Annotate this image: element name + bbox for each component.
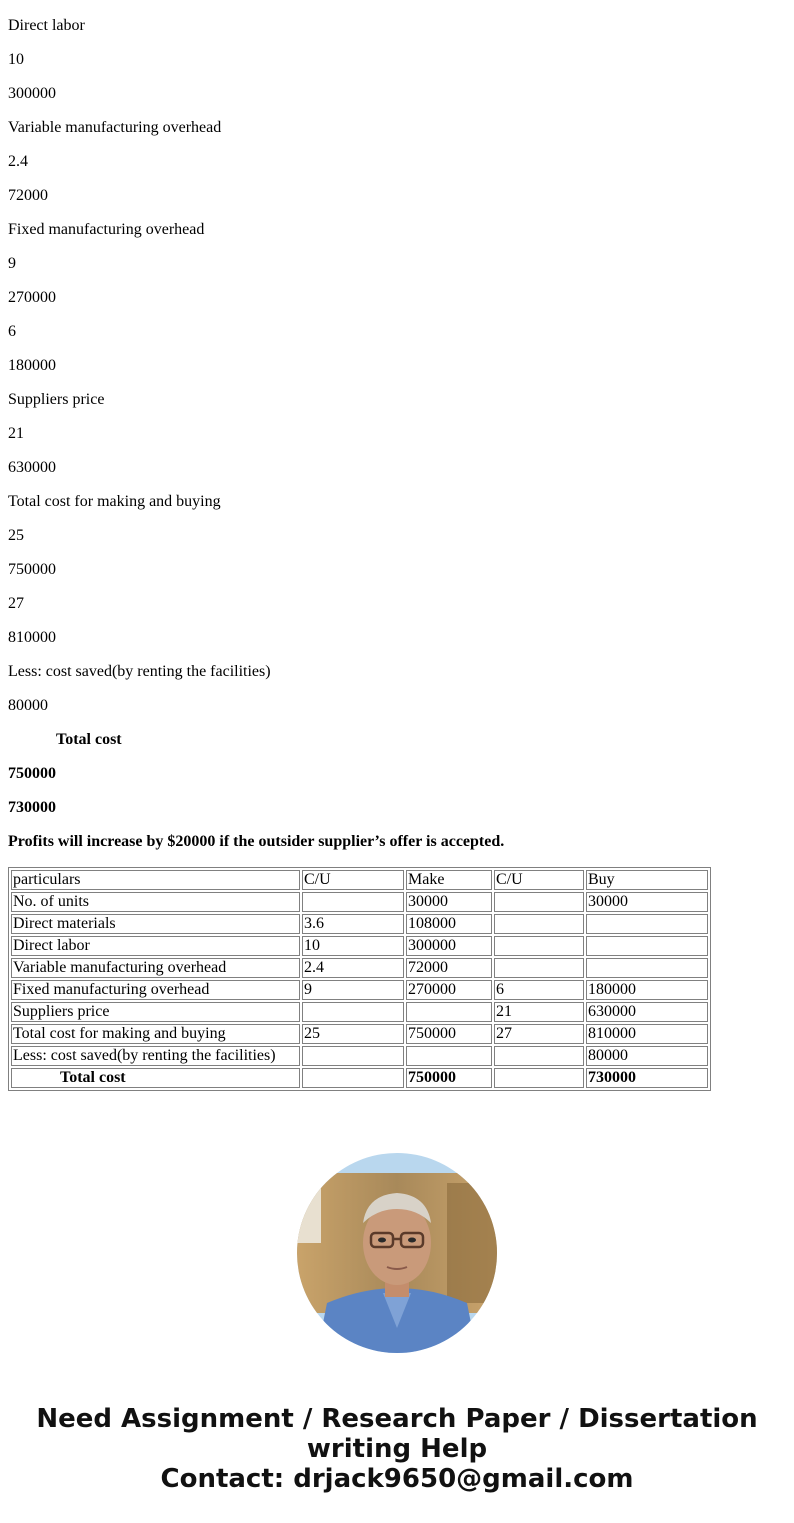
table-cell	[494, 892, 584, 912]
table-cell: 3.6	[302, 914, 404, 934]
table-cell	[494, 914, 584, 934]
table-row	[11, 1068, 708, 1088]
text-line: 180000	[8, 357, 56, 374]
table-row	[11, 958, 708, 978]
avatar	[297, 1153, 497, 1353]
text-line: Variable manufacturing overhead	[8, 119, 222, 136]
table-header-row	[11, 870, 708, 890]
text-line: 21	[8, 425, 24, 442]
text-line: Less: cost saved(by renting the facilities)	[8, 663, 271, 680]
table-cell: Total cost	[11, 1068, 300, 1088]
table-cell: 10	[302, 936, 404, 956]
text-line: 27	[8, 595, 24, 612]
table-cell	[586, 914, 708, 934]
table-row	[11, 1046, 708, 1066]
text-line: 630000	[8, 459, 56, 476]
table-cell: 6	[494, 980, 584, 1000]
banner-headline: Need Assignment / Research Paper / Dissertation writing Help	[36, 1404, 758, 1464]
table-cell: 270000	[406, 980, 492, 1000]
text-line: 6	[8, 323, 16, 340]
text-line: Direct labor	[8, 17, 85, 34]
table-row	[11, 914, 708, 934]
text-line	[8, 0, 778, 1]
table-cell: 108000	[406, 914, 492, 934]
table-cell: Suppliers price	[11, 1002, 300, 1022]
table-cell	[302, 1068, 404, 1088]
text-line: 10	[8, 51, 24, 68]
column-header: particulars	[11, 870, 300, 890]
text-line: 72000	[8, 187, 48, 204]
table-cell	[302, 1046, 404, 1066]
text-line: 25	[8, 527, 24, 544]
document-body	[8, 0, 778, 1091]
table-cell: 630000	[586, 1002, 708, 1022]
text-line: 730000	[8, 799, 56, 816]
text-line: 750000	[8, 765, 56, 782]
column-header: Make	[406, 870, 492, 890]
table-cell: 9	[302, 980, 404, 1000]
table-cell: Total cost for making and buying	[11, 1024, 300, 1044]
text-line: Fixed manufacturing overhead	[8, 221, 205, 238]
table-cell: No. of units	[11, 892, 300, 912]
table-cell: 21	[494, 1002, 584, 1022]
text-line: Total cost for making and buying	[8, 493, 221, 510]
cost-comparison-table	[8, 867, 711, 1091]
table-cell: 27	[494, 1024, 584, 1044]
portrait-photo-icon	[297, 1153, 497, 1353]
table-cell: 25	[302, 1024, 404, 1044]
table-row	[11, 980, 708, 1000]
table-cell	[494, 958, 584, 978]
table-cell: 750000	[406, 1024, 492, 1044]
table-row	[11, 1024, 708, 1044]
table-cell: 2.4	[302, 958, 404, 978]
column-header: Buy	[586, 870, 708, 890]
text-line: 810000	[8, 629, 56, 646]
text-line: 270000	[8, 289, 56, 306]
table-cell: 72000	[406, 958, 492, 978]
column-header: C/U	[302, 870, 404, 890]
table-cell	[586, 936, 708, 956]
table-row	[11, 1002, 708, 1022]
table-cell	[586, 958, 708, 978]
table-cell	[302, 892, 404, 912]
table-cell	[494, 1046, 584, 1066]
table-cell: 300000	[406, 936, 492, 956]
table-cell: 750000	[406, 1068, 492, 1088]
text-line: 2.4	[8, 153, 28, 170]
text-line: 300000	[8, 85, 56, 102]
contact-banner	[0, 1404, 794, 1494]
table-cell: Fixed manufacturing overhead	[11, 980, 300, 1000]
text-line: Total cost	[56, 731, 122, 748]
table-cell: 180000	[586, 980, 708, 1000]
text-line: 750000	[8, 561, 56, 578]
table-cell: Direct materials	[11, 914, 300, 934]
table-cell: Less: cost saved(by renting the facilities)	[11, 1046, 300, 1066]
table-cell	[406, 1046, 492, 1066]
text-lines	[8, 0, 778, 851]
table-cell	[302, 1002, 404, 1022]
table-cell	[494, 936, 584, 956]
text-line: 80000	[8, 697, 48, 714]
text-line: Suppliers price	[8, 391, 105, 408]
banner-contact: Contact: drjack9650@gmail.com	[160, 1464, 634, 1494]
table-cell: Variable manufacturing overhead	[11, 958, 300, 978]
table-cell: 30000	[406, 892, 492, 912]
text-line: Profits will increase by $20000 if the outsider supplier’s offer is accepted.	[8, 833, 505, 850]
table-cell	[406, 1002, 492, 1022]
table-row	[11, 936, 708, 956]
table-cell: 730000	[586, 1068, 708, 1088]
column-header: C/U	[494, 870, 584, 890]
table-cell: 80000	[586, 1046, 708, 1066]
table-cell: Direct labor	[11, 936, 300, 956]
table-cell	[494, 1068, 584, 1088]
table-cell: 810000	[586, 1024, 708, 1044]
table-row	[11, 892, 708, 912]
text-line: 9	[8, 255, 16, 272]
table-cell: 30000	[586, 892, 708, 912]
